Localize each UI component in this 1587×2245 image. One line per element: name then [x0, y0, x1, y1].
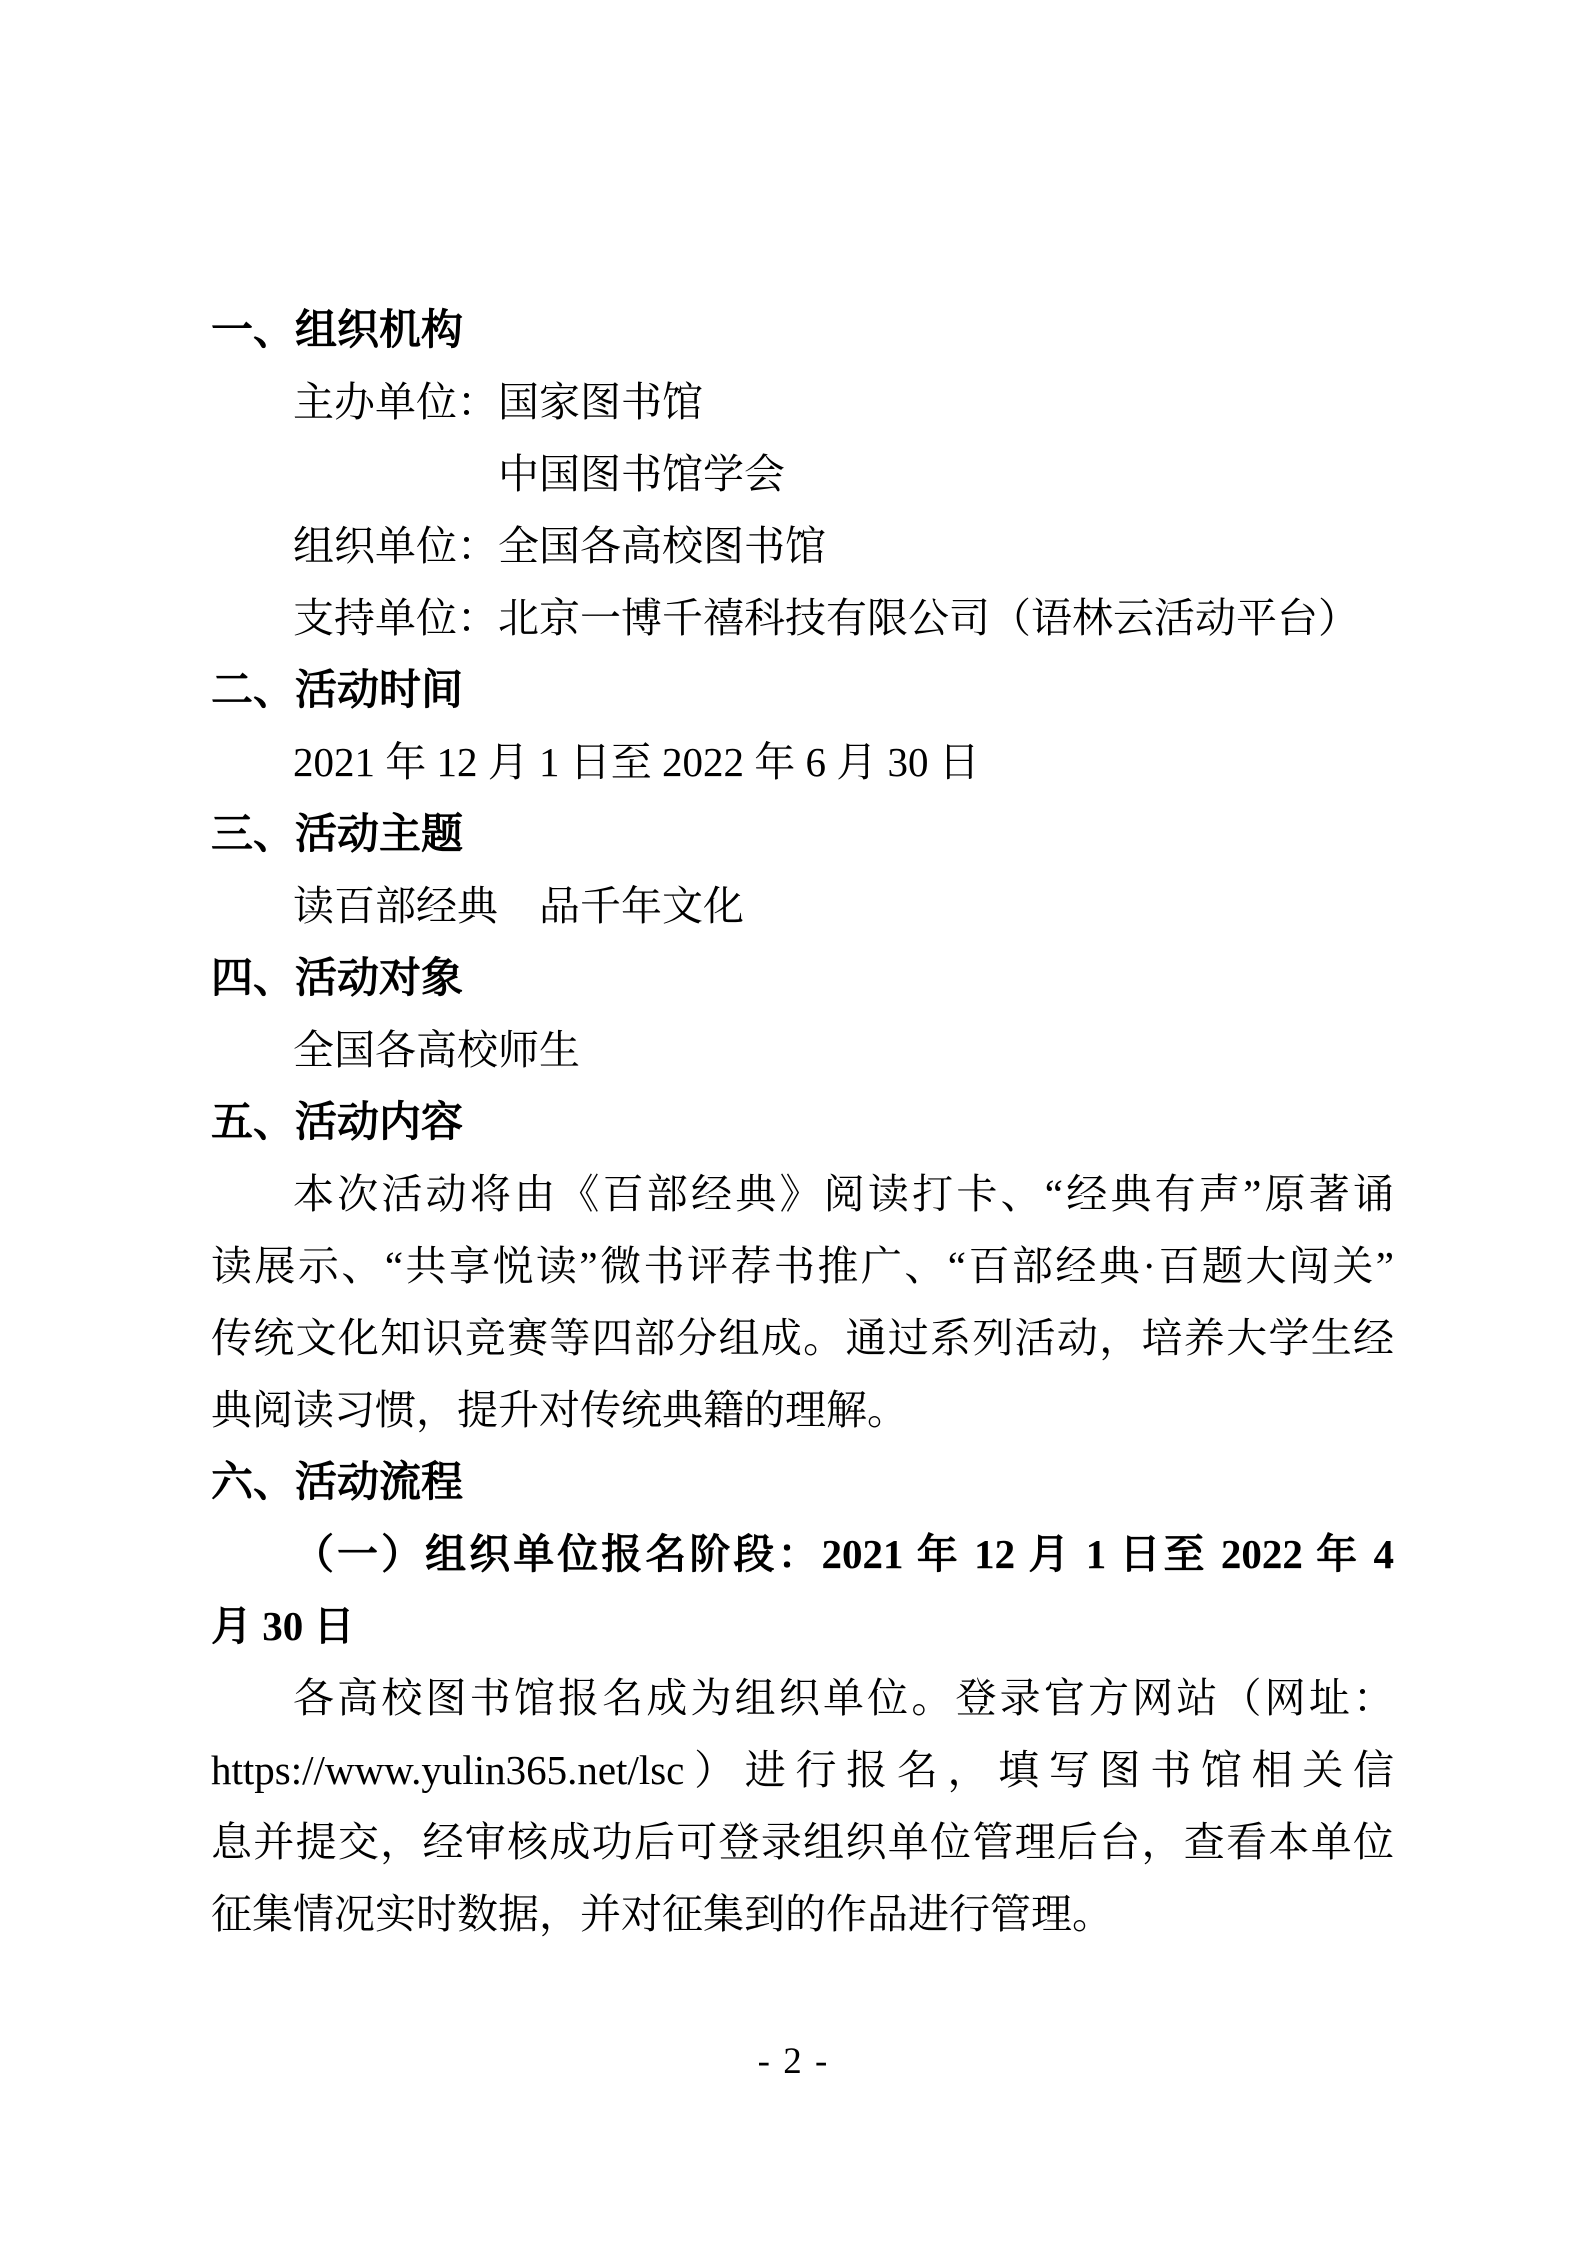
subsection-heading-line: （一）组织单位报名阶段：2021 年 12 月 1 日至 2022 年 4	[293, 1531, 1394, 1577]
doc-line-date-range: 2021 年 12 月 1 日至 2022 年 6 月 30 日	[293, 739, 980, 785]
section-heading-2: 二、活动时间	[211, 666, 464, 713]
subsection-heading-line: 月 30 日	[211, 1603, 355, 1649]
section-heading-1: 一、组织机构	[211, 306, 464, 353]
paragraph-signup-line: 各高校图书馆报名成为组织单位。登录官方网站（网址：	[293, 1675, 1394, 1721]
page-number: - 2 -	[757, 2041, 830, 2082]
doc-line-support-unit: 支持单位：北京一博千禧科技有限公司（语林云活动平台）	[293, 595, 1359, 641]
paragraph-signup-line: 息并提交，经审核成功后可登录组织单位管理后台，查看本单位	[211, 1819, 1394, 1865]
paragraph-signup-line-url: https://www.yulin365.net/lsc）进行报名，填写图书馆相关信	[211, 1747, 1394, 1793]
doc-line-org-unit: 组织单位：全国各高校图书馆	[293, 523, 826, 569]
doc-line-audience: 全国各高校师生	[293, 1027, 580, 1073]
paragraph-content-line: 传统文化知识竞赛等四部分组成。通过系列活动，培养大学生经	[211, 1315, 1394, 1361]
doc-line-host-unit: 主办单位：国家图书馆	[293, 379, 703, 425]
section-heading-5: 五、活动内容	[211, 1098, 464, 1145]
section-heading-3: 三、活动主题	[211, 810, 464, 857]
document-body	[211, 294, 1394, 1950]
section-heading-6: 六、活动流程	[211, 1458, 464, 1505]
section-heading-4: 四、活动对象	[211, 954, 464, 1001]
paragraph-content-line: 典阅读习惯，提升对传统典籍的理解。	[211, 1387, 908, 1433]
paragraph-content-line: 读展示、“共享悦读”微书评荐书推广、“百部经典·百题大闯关”	[211, 1243, 1394, 1289]
paragraph-content-line: 本次活动将由《百部经典》阅读打卡、“经典有声”原著诵	[293, 1171, 1394, 1217]
doc-line-theme: 读百部经典 品千年文化	[293, 883, 744, 929]
paragraph-signup-line: 征集情况实时数据，并对征集到的作品进行管理。	[211, 1891, 1113, 1937]
doc-line-host-unit-2: 中国图书馆学会	[498, 451, 785, 497]
